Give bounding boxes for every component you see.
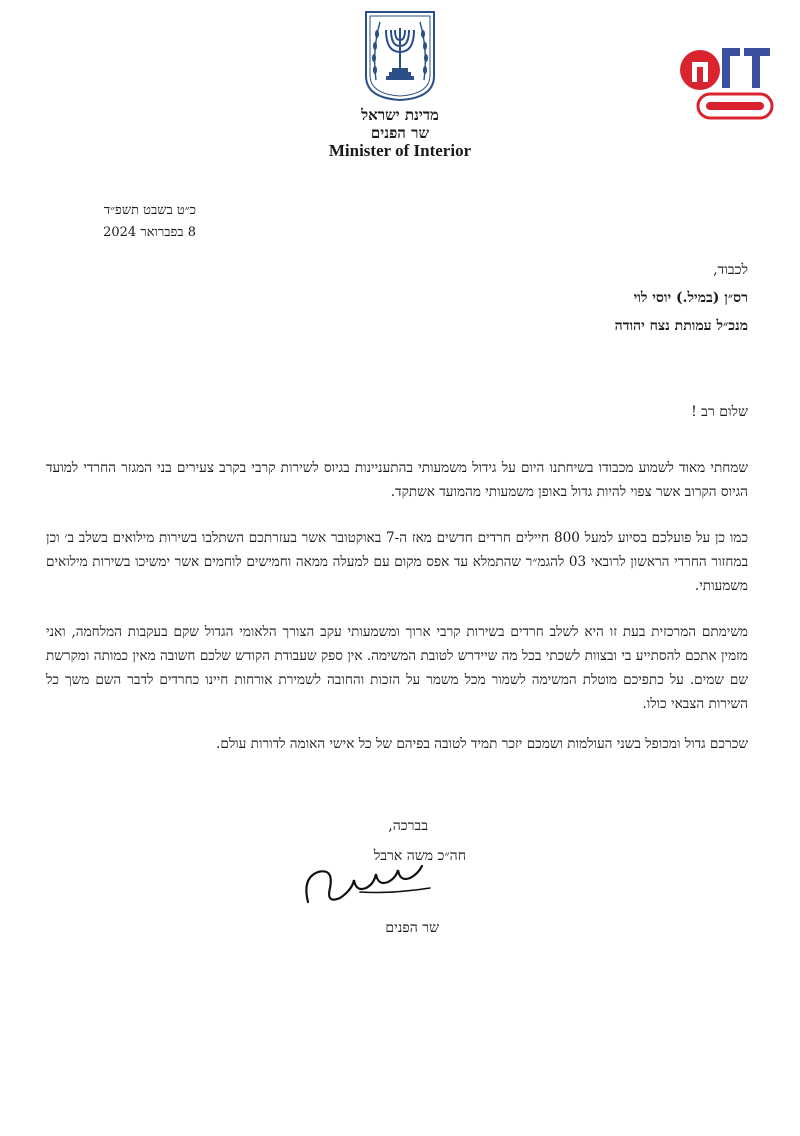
gregorian-date: 8 בפברואר 2024 <box>103 225 196 240</box>
hebrew-date: כ״ט בשבט תשפ״ד <box>103 203 196 218</box>
recipient-name: רס״ן (במיל.) יוסי לוי <box>633 290 748 306</box>
ministry-name: שר הפנים <box>370 124 430 142</box>
body-paragraph: משימתם המרכזית בעת זו היא לשלב חרדים בשירות קרבי ארוך ומשמעותי עקב הצורך הלאומי הגדול שקם בעקבות המלחמה, ואני מזמין אתכם להסתייע בי ובצוות לשכתי בכל מה שיידרש לטובת המשימה. אין ספק שעבודת הקודש שלכם חשובה מאין כמותה ומקרשת שם שמים. על כתפיכם מוטלת המשימה לשמור מכל משמר על הזכות והחובה לשמירת אורחות חיינו כחרדים לדבר השם משך כל השירות הצבאי כולו. <box>46 624 748 712</box>
handwritten-signature <box>300 858 440 910</box>
menorah-emblem-icon <box>362 10 438 102</box>
signer-role: שר הפנים <box>385 920 439 936</box>
english-title: Minister of Interior <box>328 141 472 160</box>
signer-name: חה״כ משה ארבל <box>373 848 466 864</box>
body-paragraph: כמו כן על פועלכם בסיוע למעל 800 חיילים חרדים חדשים מאז ה-7 באוקטובר אשר בעזרתכם השתלבו בשירות מילואים בשלב ב׳ וכן במחזור החרדי הראשון לרובאי 03 להגמ״ר שהתמלא עד אפס מקום עם למעלה ממאה וחמישים לוחמים אשר ימשיכו בשירות מילואים משמעותי. <box>46 530 748 594</box>
kol-chai-online-logo-icon <box>672 30 776 122</box>
state-name: מדינת ישראל <box>361 106 439 124</box>
body-paragraph: שמחתי מאוד לשמוע מכבודו בשיחתנו היום על גידול משמעותי בהתעניינות בגיוס לשירות קרבי בקרב צעירים בני המגזר החרדי למועד הגיוס הקרוב אשר צפוי להיות גדול באופן משמעותי מהמועד אשתקד. <box>46 460 748 500</box>
recipient-salutation: לכבוד, <box>713 262 748 278</box>
body-paragraph: שכרכם גדול ומכופל בשני העולמות ושמכם יזכר תמיד לטובה בפיהם של כל אישי האומה לדורות עולם. <box>216 736 748 752</box>
closing-blessing: בברכה, <box>388 818 428 834</box>
recipient-title: מנכ״ל עמותת נצח יהודה <box>614 318 748 334</box>
greeting: שלום רב ! <box>691 404 748 420</box>
